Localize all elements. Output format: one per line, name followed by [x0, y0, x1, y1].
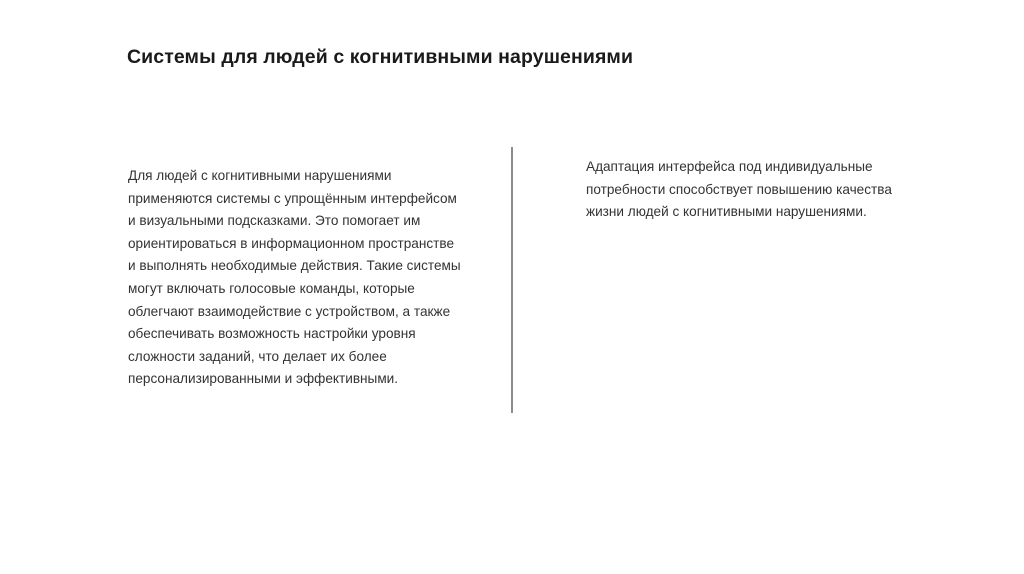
text-line: ориентироваться в информационном пространстве: [128, 235, 455, 251]
text-line: потребности способствует повышению качества: [586, 181, 892, 197]
text-line: и визуальными подсказками. Это помогает им: [128, 213, 421, 229]
text-line: применяются системы с упрощённым интерфейсом: [128, 190, 457, 206]
text-line: сложности заданий, что делает их более: [128, 348, 387, 364]
left-text-block: [128, 165, 478, 391]
text-line: Для людей с когнитивными нарушениями: [128, 168, 392, 183]
column-divider: [511, 147, 513, 413]
text-line: облегчают взаимодействие с устройством, а также: [128, 303, 451, 319]
text-line: могут включать голосовые команды, которые: [128, 280, 415, 296]
right-text-block: [586, 156, 916, 224]
text-line: жизни людей с когнитивными нарушениями.: [586, 204, 867, 220]
text-line: и выполнять необходимые действия. Такие системы: [128, 258, 461, 274]
text-line: персонализированными и эффективными.: [128, 371, 399, 387]
text-line: обеспечивать возможность настройки уровня: [128, 326, 416, 342]
text-line: Адаптация интерфейса под индивидуальные: [586, 159, 873, 174]
slide-title: Системы для людей с когнитивными нарушениями: [127, 46, 634, 68]
